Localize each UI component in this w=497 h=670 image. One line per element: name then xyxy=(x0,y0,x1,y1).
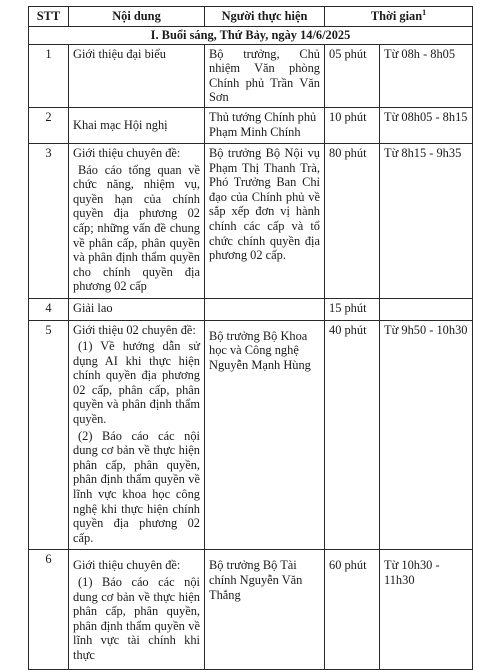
row-person: Bộ trưởng, Chủ nhiệm Văn phòng Chính phủ Trần Văn Sơn xyxy=(205,44,325,107)
person-text: Bộ trưởng Bộ Khoa học và Công nghệ Nguyễn Mạnh Hùng xyxy=(209,328,311,372)
row-content xyxy=(69,320,205,550)
person-text: Bộ trưởng Bộ Tài chính Nguyễn Văn Thắng xyxy=(209,558,303,602)
footnote-marker: 1 xyxy=(422,8,427,18)
row-time: Từ 08h - 8h05 xyxy=(380,44,473,107)
row-duration: 40 phút xyxy=(325,320,380,550)
row-person: Thủ tướng Chính phủ Phạm Minh Chính xyxy=(205,107,325,143)
content-paragraph: Báo cáo tổng quan về chức năng, nhiệm vụ, quyền hạn của chính quyền địa phương 02 cấp; những vấn đề chung về phân cấp, phân quyền và phân định thẩm quyền cho chính quyền địa phương 02 cấp xyxy=(73,162,200,294)
content-paragraph: (1) Về hướng dẫn sử dụng AI khi thực hiện chính quyền địa phương 02 cấp, phân cấp, phân quyền và phân định thẩm quyền. xyxy=(73,339,200,427)
row-content xyxy=(69,143,205,298)
time-text: Từ 10h30 - 11h30 xyxy=(384,558,440,587)
row-content xyxy=(69,44,205,107)
row-duration: 80 phút xyxy=(325,143,380,298)
header-row xyxy=(29,7,473,27)
header-time xyxy=(325,7,473,27)
row-time xyxy=(380,298,473,320)
table-row xyxy=(29,320,473,550)
row-time: Từ 8h15 - 9h35 xyxy=(380,143,473,298)
row-time xyxy=(380,550,473,670)
content-paragraph: (1) Báo cáo các nội dung cơ bản về thực hiện phân cấp, phân quyền, phân định thẩm quyền về lĩnh vực tài chính khi thực xyxy=(73,575,200,662)
session-title: I. Buổi sáng, Thứ Bảy, ngày 14/6/2025 xyxy=(29,27,473,45)
row-stt: 4 xyxy=(29,298,69,320)
row-person xyxy=(205,320,325,550)
row-duration: 05 phút xyxy=(325,44,380,107)
row-person: Bộ trưởng Bộ Nội vụ Phạm Thị Thanh Trà, Phó Trưởng Ban Chỉ đạo của Chính phủ về sắp xếp đơn vị hành chính các cấp và tổ chức chính quyền địa phương 02 cấp. xyxy=(205,143,325,298)
row-duration: 15 phút xyxy=(325,298,380,320)
row-person xyxy=(205,550,325,670)
row-person xyxy=(205,298,325,320)
header-content: Nội dung xyxy=(69,7,205,27)
row-time: Từ 9h50 - 10h30 xyxy=(380,320,473,550)
content-paragraph: Giải lao xyxy=(73,300,113,315)
agenda-table xyxy=(28,6,473,670)
row-stt: 3 xyxy=(29,143,69,298)
content-paragraph: Giới thiệu 02 chuyên đề: xyxy=(73,322,196,337)
row-duration: 10 phút xyxy=(325,107,380,143)
row-stt: 1 xyxy=(29,44,69,107)
content-paragraph: Giới thiệu đại biểu xyxy=(73,46,166,61)
row-content xyxy=(69,298,205,320)
row-time: Từ 08h05 - 8h15 xyxy=(380,107,473,143)
row-content xyxy=(69,550,205,670)
row-stt: 2 xyxy=(29,107,69,143)
duration-text: 60 phút xyxy=(329,558,367,573)
header-stt: STT xyxy=(29,7,69,27)
content-paragraph: Giới thiệu chuyên đề: xyxy=(73,558,181,573)
table-row xyxy=(29,550,473,670)
row-stt: 6 xyxy=(29,550,69,670)
header-time-label: Thời gian xyxy=(370,9,423,24)
table-row xyxy=(29,298,473,320)
table-row xyxy=(29,44,473,107)
table-row xyxy=(29,143,473,298)
content-paragraph: Khai mạc Hội nghị xyxy=(73,117,168,132)
row-stt: 5 xyxy=(29,320,69,550)
row-duration xyxy=(325,550,380,670)
row-content xyxy=(69,107,205,143)
content-paragraph: Giới thiệu chuyên đề: xyxy=(73,145,181,160)
session-row xyxy=(29,27,473,45)
content-paragraph: (2) Báo cáo các nội dung cơ bản về thực hiện phân cấp, phân quyền, phân định thẩm quyền về lĩnh vực khoa học công nghệ khi thực hiện chính quyền địa phương 02 cấp. xyxy=(73,428,200,545)
table-row xyxy=(29,107,473,143)
header-person: Người thực hiện xyxy=(205,7,325,27)
